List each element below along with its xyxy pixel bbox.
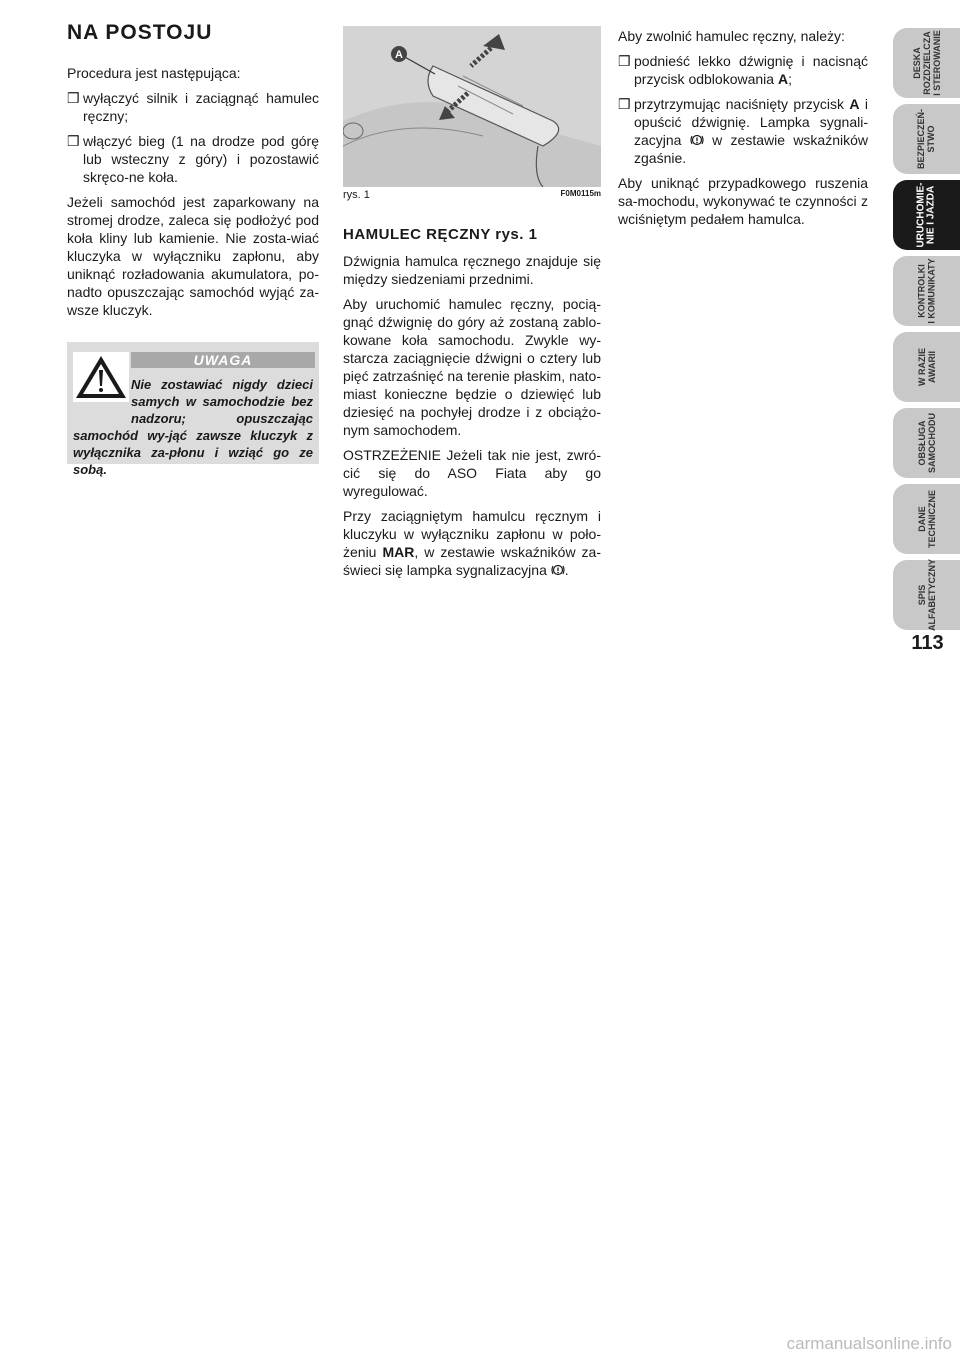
handbrake-illustration — [343, 26, 601, 187]
checkbox-bullet-icon: ❒ — [618, 53, 631, 69]
figure-code: F0M0115m — [560, 189, 601, 198]
paragraph: OSTRZEŻENIE Jeżeli tak nie jest, zwró-cić się do ASO Fiata aby go wyregulować. — [343, 447, 601, 499]
page-number: 113 — [911, 632, 944, 654]
tab-bezpieczenstwo[interactable]: BEZPIECZEŃ- STWO — [893, 104, 960, 174]
warning-box — [67, 342, 319, 477]
list-item: ❒ przytrzymując naciśnięty przycisk A i opuścić dźwignię. Lampka sygnali-zacyjna w zestawie wskaźników zgaśnie. — [618, 96, 869, 166]
paragraph: Przy zaciągniętym hamulcu ręcznym i kluczyku w wyłączniku zapłonu w poło-żeniu MAR, w zestawie wskaźników za-świeci się lampka sygnalizacyjna . — [343, 508, 602, 578]
paragraph: Aby uruchomić hamulec ręczny, pocią-gnąć dźwignię do góry aż zostaną zablo-kowane koła samochodu. Zwykle wy-starcza zaciągnięcie dźwigni o cztery lub pięć zatrzaśnięć na terenie płaskim, nato-miast konieczne będzie o dziewięć lub dziesięć na pochyłej drodze i z obciążo-nym samochodem. — [343, 296, 601, 438]
tab-kontrolki[interactable]: KONTROLKI I KOMUNIKATY — [893, 256, 960, 326]
brake-warning-lamp-icon — [551, 563, 565, 577]
svg-text:A: A — [395, 49, 403, 61]
checkbox-bullet-icon: ❒ — [67, 133, 80, 149]
tab-dane-techniczne[interactable]: DANE TECHNICZNE — [893, 484, 960, 554]
tab-uruchomienie-i-jazda[interactable]: URUCHOMIE- NIE I JAZDA — [893, 180, 960, 250]
tab-deska-rozdzielcza[interactable]: DESKA ROZDZIELCZA I STEROWANIE — [893, 28, 960, 98]
paragraph: Aby zwolnić hamulec ręczny, należy: — [618, 28, 845, 44]
figure-caption: rys. 1 F0M0115m — [343, 189, 601, 201]
chapter-tabs — [893, 0, 960, 640]
checkbox-bullet-icon: ❒ — [618, 96, 631, 112]
tab-obsluga-samochodu[interactable]: OBSŁUGA SAMOCHODU — [893, 408, 960, 478]
column-right — [618, 27, 868, 235]
warning-header: UWAGA — [131, 352, 315, 368]
tab-w-razie-awarii[interactable]: W RAZIE AWARII — [893, 332, 960, 402]
handbrake-heading: HAMULEC RĘCZNY rys. 1 — [343, 226, 538, 243]
checkbox-bullet-icon: ❒ — [67, 90, 80, 106]
paragraph: Dźwignia hamulca ręcznego znajduje się między siedzeniami przednimi. — [343, 253, 601, 287]
paragraph: Aby uniknąć przypadkowego ruszenia sa-mochodu, wykonywać te czynności z wciśniętym pedałem hamulca. — [618, 175, 868, 227]
list-item: ❒ wyłączyć silnik i zaciągnąć hamulec ręczny; — [67, 90, 319, 124]
tab-spis-alfabetyczny[interactable]: SPIS ALFABETYCZNY — [893, 560, 960, 630]
handbrake-figure — [343, 26, 601, 187]
brake-warning-lamp-icon — [690, 133, 704, 147]
intro-text: Procedura jest następująca: — [67, 65, 241, 81]
column-middle — [343, 226, 601, 586]
parking-paragraph: Jeżeli samochód jest zaparkowany na stromej drodze, zaleca się podłożyć pod koła kliny lub kamienie. Nie zosta-wiać kluczyka w wyłączniku zapłonu, aby uniknąć rozładowania akumulatora, po-nadto opuszczając samochód wyjąć za-wsze kluczyk. — [67, 194, 319, 318]
list-item: ❒ podnieść lekko dźwignię i nacisnąć przycisk odblokowania A; — [618, 53, 868, 87]
section-title: NA POSTOJU — [67, 21, 213, 44]
warning-text: Nie zostawiać nigdy dzieci samych w samochodzie bez nadzoru; opuszczając samochód wy-jąć zawsze kluczyk z wyłącznika za-płonu i wziąć go ze sobą. — [73, 377, 313, 477]
footer-watermark: carmanualsonline.info — [786, 1334, 952, 1353]
list-item: ❒ włączyć bieg (1 na drodze pod górę lub wsteczny z góry) i pozostawić skręco-ne koła. — [67, 133, 319, 185]
